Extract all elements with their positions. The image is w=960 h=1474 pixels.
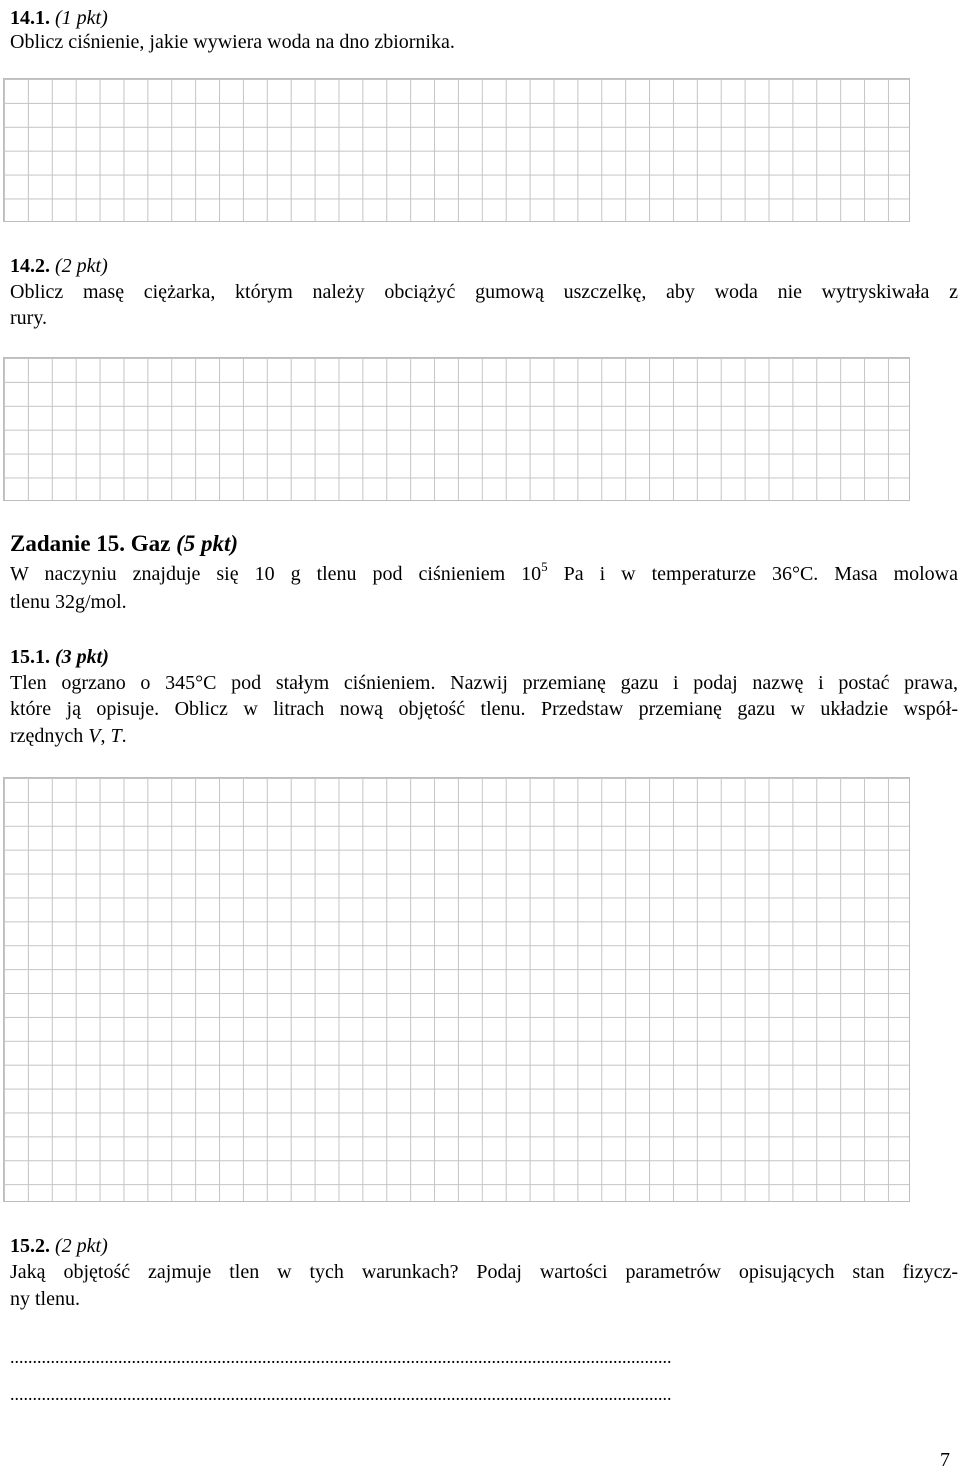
q15-2-number: 15.2. — [10, 1235, 50, 1257]
answer-grid-14-2[interactable] — [3, 357, 910, 501]
q14-2-points: (2 pkt) — [55, 255, 108, 277]
q15-2-header — [10, 1234, 108, 1258]
task15-exponent: 5 — [541, 559, 548, 574]
task15-heading — [10, 532, 238, 556]
q15-1-separator: , — [100, 725, 111, 747]
q14-1-number: 14.1. — [10, 7, 50, 29]
q15-2-text-line2: ny tlenu. — [10, 1288, 80, 1310]
q14-1-header — [10, 6, 108, 30]
q15-1-text-line3-start: rzędnych — [10, 725, 89, 747]
q15-1-header — [10, 645, 109, 669]
q15-2-points: (2 pkt) — [55, 1235, 108, 1257]
q15-1-points: (3 pkt) — [55, 646, 109, 668]
task15-text-part-b: Pa i w temperaturze 36°C. Masa molowa — [547, 563, 959, 585]
answer-grid-14-1[interactable] — [3, 78, 910, 222]
q15-1-axis-t: T — [110, 725, 122, 747]
task15-text-part-a: W naczyniu znajduje się 10 g tlenu pod ciśnieniem 10 — [10, 563, 542, 585]
task15-title: Zadanie 15. Gaz — [10, 531, 171, 556]
answer-line-2[interactable]: ................................................................................................................................................... — [10, 1384, 672, 1404]
task15-text-line1 — [10, 559, 959, 586]
q15-1-number: 15.1. — [10, 646, 50, 668]
q15-1-text-line3 — [10, 724, 127, 748]
q14-2-header — [10, 254, 108, 278]
q14-2-text-line1: Oblicz masę ciężarka, którym należy obciążyć gumową uszczelkę, aby woda nie wytryskiwała z — [10, 281, 958, 303]
q15-1-text-line2: które ją opisuje. Oblicz w litrach nową objętość tlenu. Przedstaw przemianę gazu w układzie współ- — [10, 698, 958, 720]
q15-2-text-line1: Jaką objętość zajmuje tlen w tych warunkach? Podaj wartości parametrów opisujących stan fizycz- — [10, 1261, 958, 1283]
q14-1-text: Oblicz ciśnienie, jakie wywiera woda na dno zbiornika. — [10, 31, 455, 53]
q14-2-text-line2: rury. — [10, 307, 48, 329]
answer-line-1[interactable]: ................................................................................................................................................... — [10, 1347, 672, 1367]
task15-points: (5 pkt) — [176, 531, 239, 556]
answer-grid-15-1[interactable] — [3, 777, 910, 1202]
q15-1-period: . — [121, 725, 127, 747]
q14-1-points: (1 pkt) — [55, 7, 108, 29]
page-number: 7 — [940, 1449, 950, 1471]
task15-text-line2: tlenu 32g/mol. — [10, 591, 127, 613]
q15-1-text-line1: Tlen ogrzano o 345°C pod stałym ciśnieniem. Nazwij przemianę gazu i podaj nazwę i postać prawa, — [10, 672, 958, 694]
q14-2-number: 14.2. — [10, 255, 50, 277]
q15-1-axis-v: V — [88, 725, 101, 747]
